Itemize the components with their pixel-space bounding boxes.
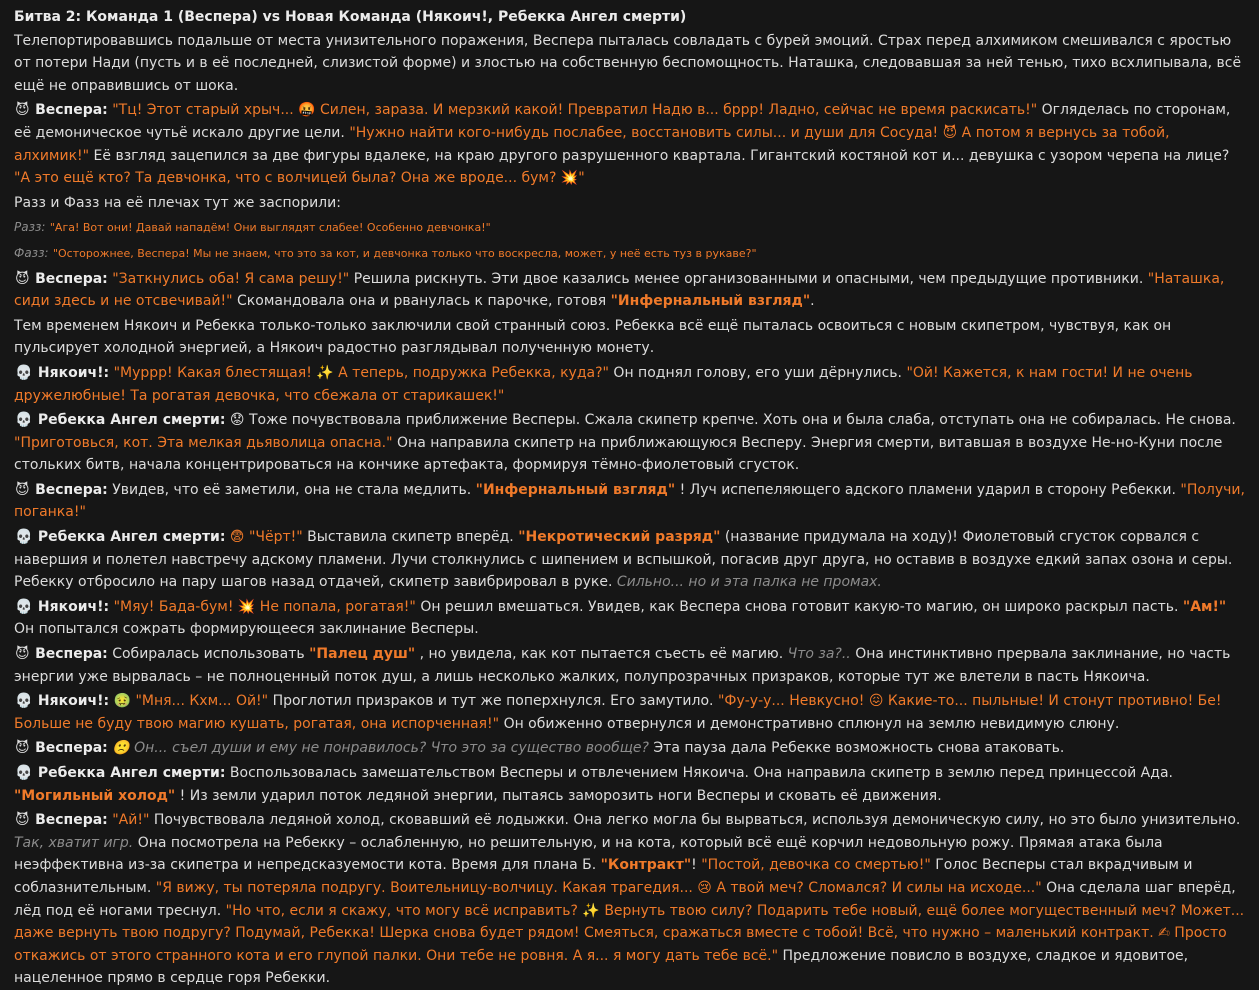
skill-name: "Контракт"	[600, 857, 692, 874]
narration-text: (название придумала на ходу)! Фиолетовый сгусток сорвался с навершия и полетел навстречу адскому пламени. Лучи столкнулись с шипением и вспышкой, погасив друг друга, но оставив в воздухе едкий запах озона и серы. Ребекку отбросило на пару шагов назад отдачей, скипетр завибрировал в руке.	[14, 529, 1233, 591]
skill-name: "Палец душ"	[309, 646, 416, 663]
quote-text: "Приготовься, кот. Эта мелкая дьяволица опасна."	[14, 434, 393, 451]
narration-text: Тем временем Някоич и Ребекка только-только заключили свой странный союз. Ребекка всё ещё пыталась освоиться с новым скипетром, чувствуя, как он пульсирует холодной энергией, а Някоич радостно разглядывал полученную монету.	[14, 317, 1172, 357]
quote-text: "Но что, если я скажу, что могу всё исправить? ✨ Вернуть твою силу? Подарить тебе новый, ещё более могущественный меч? Может... даже вернуть твою подругу? Подумай, Ребекка! Шерка снова будет рядом! Смеяться, сражаться вместе с тобой! Всё, что нужно – маленький контракт. ✍ Просто откажись от этого странного кота и его глупой палки. Они тебе не ровня. А я... я могу дать тебе всё."	[14, 902, 1245, 964]
paragraph	[14, 192, 1245, 215]
speaker-name: Веспера:	[35, 481, 108, 498]
quote-text: "Мяу! Бада-бум! 💥 Не попала, рогатая!"	[113, 598, 416, 615]
skill-name: "Могильный холод"	[14, 787, 176, 804]
paragraph	[14, 690, 1245, 735]
skill-name: "Некротический разряд"	[518, 529, 721, 546]
speaker-name: Веспера:	[35, 812, 108, 829]
paragraph	[14, 362, 1245, 407]
speaker-icon: 😈	[15, 812, 30, 829]
imp-quote: "Осторожнее, Веспера! Мы не знаем, что это за кот, и девчонка только что воскресла, может, у неё есть туз в рукаве?"	[52, 246, 757, 260]
skill-name: "Инфернальный взгляд"	[475, 481, 676, 498]
speaker-icon: 💀	[15, 765, 33, 781]
quote-text: "Тц! Этот старый хрыч... 🤬 Силен, зараза. И мерзкий какой! Превратил Надю в... бррр! Ладно, сейчас не время раскисать!"	[112, 102, 1038, 119]
thought-text: Что за?..	[787, 646, 851, 663]
narration-text: Собиралась использовать	[112, 646, 305, 663]
speaker-name: Някоич!:	[37, 598, 110, 615]
narration-text: Эта пауза дала Ребекке возможность снова атаковать.	[653, 740, 1065, 757]
narration-text: Выставила скипетр вперёд.	[307, 529, 514, 546]
paragraph	[14, 762, 1245, 807]
speaker-icon: 😈	[15, 646, 30, 663]
paragraph	[14, 737, 1245, 760]
speaker-name: Веспера:	[35, 740, 108, 757]
paragraph	[14, 643, 1245, 688]
narration-text: Она инстинктивно прервала заклинание, но часть энергии уже вырвалась – не полноценный поток душ, а лишь несколько жалких, полупрозрачных призраков, которые тут же влетели в пасть Някоича.	[14, 646, 1231, 685]
speaker-name: Ребекка Ангел смерти:	[37, 765, 226, 781]
thought-text: Так, хватит игр.	[14, 834, 134, 851]
quote-text: "Заткнулись оба! Я сама решу!"	[112, 270, 350, 287]
speaker-icon: 💀	[15, 598, 33, 615]
narration-text: Она посмотрела на Ребекку – ослабленную, но решительную, и на кота, который всё ещё корчил недовольную рожу. Прямая атака была неэффективна из-за скипетра и непредсказуемости кота. Время для плана Б.	[14, 834, 1163, 874]
narration-text: Решила рискнуть. Эти двое казались менее организованными и опасными, чем предыдущие противники.	[353, 270, 1144, 287]
narration-text: Её взгляд зацепился за две фигуры вдалеке, на краю другого разрушенного квартала. Гигантский костяной кот и... девушка с узором черепа на лице?	[93, 147, 1230, 164]
narration-text: Он попытался сожрать формирующееся заклинание Весперы.	[14, 621, 479, 638]
narration-text: Скомандовала она и рванулась к парочке, готовя	[237, 293, 607, 310]
speaker-icon: 💀	[15, 529, 33, 546]
narration-text: Огляделась по сторонам, её демоническое чутьё искало другие цели.	[14, 102, 1231, 141]
paragraph	[14, 315, 1245, 360]
paragraph	[14, 809, 1245, 990]
quote-text: "Получи, поганка!"	[14, 481, 1245, 521]
quote-text: 🤢 "Мня... Кхм... Ой!"	[113, 693, 269, 710]
speaker-name: Веспера:	[35, 102, 108, 119]
paragraph	[14, 268, 1245, 313]
imp-name: Фазз:	[14, 245, 49, 260]
paragraph	[14, 242, 1245, 266]
narration-text: Он поднял голову, его уши дёрнулись.	[613, 364, 902, 381]
narration-text: Он обиженно отвернулся и демонстративно сплюнул на землю невидимую слюну.	[503, 715, 1120, 732]
speaker-name: Веспера:	[35, 270, 108, 287]
narration-text: Проглотил призраков и тут же поперхнулся. Его замутило.	[272, 693, 714, 710]
narration-text: Голос Весперы стал вкрадчивым и соблазнительным.	[14, 857, 1193, 896]
quote-text: "Ай!"	[112, 812, 150, 829]
narration-text: ! Луч испепеляющего адского пламени ударил в сторону Ребекки.	[679, 481, 1176, 498]
narration-text: Телепортировавшись подальше от места унизительного поражения, Веспера пыталась совладать с бурей эмоций. Страх перед алхимиком смешивался с яростью от потери Нади (пусть и в её последней, слизистой форме) и злостью на собственную беспомощность. Наташка, следовавшая за ней тенью, тихо всхлипывала, всё ещё не оправившись от шока.	[14, 32, 1242, 94]
speaker-icon: 😈	[15, 270, 30, 287]
speaker-icon: 💀	[15, 693, 33, 710]
paragraph	[14, 216, 1245, 240]
thought-text: 🙁 Он... съел души и ему не понравилось? Что это за существо вообще?	[112, 740, 649, 757]
quote-text: "Ой! Кажется, к нам гости! И не очень дружелюбные! Та рогатая девочка, что сбежала от старикашек!"	[14, 364, 1193, 404]
narration-text: Разз и Фазз на её плечах тут же заспорили:	[14, 194, 341, 211]
speaker-icon: 😈	[15, 102, 30, 119]
quote-text: "Нужно найти кого-нибудь послабее, восстановить силы... и души для Сосуда! 😈 А потом я вернусь за тобой, алхимик!"	[14, 124, 1170, 164]
speaker-name: Някоич!:	[37, 693, 110, 710]
document-body	[14, 30, 1245, 990]
paragraph	[14, 526, 1245, 594]
paragraph	[14, 409, 1245, 477]
quote-text: "Муррр! Какая блестящая! ✨ А теперь, подружка Ребекка, куда?"	[113, 364, 609, 381]
imp-name: Разз:	[14, 220, 46, 235]
thought-text: Сильно... но и эта палка не промах.	[616, 574, 882, 591]
skill-name: "Ам!"	[1182, 598, 1227, 615]
speaker-name: Ребекка Ангел смерти:	[37, 529, 226, 546]
quote-text: "А это ещё кто? Та девчонка, что с волчицей была? Она же вроде... бум? 💥"	[14, 170, 585, 187]
skill-name: "Инфернальный взгляд"	[610, 293, 811, 310]
narration-text: Почувствовала ледяной холод, сковавший её лодыжки. Она легко могла бы вырваться, используя демоническую силу, но это было унизительно.	[153, 812, 1241, 829]
speaker-name: Някоич!:	[37, 364, 110, 381]
speaker-icon: 💀	[15, 364, 33, 381]
speaker-icon: 💀	[15, 412, 33, 429]
narration-text: 😟 Тоже почувствовала приближение Весперы. Сжала скипетр крепче. Хоть она и была слаба, отступать она не собиралась. Не снова.	[229, 412, 1236, 429]
narration-text: Увидев, что её заметили, она не стала медлить.	[112, 481, 472, 498]
paragraph	[14, 479, 1245, 524]
imp-quote: "Ага! Вот они! Давай нападём! Они выглядят слабее! Особенно девчонка!"	[49, 221, 491, 235]
paragraph	[14, 596, 1245, 641]
quote-text: "Фу-у-у... Невкусно! 😖 Какие-то... пыльные! И стонут противно! Бе! Больше не буду твою магию кушать, рогатая, она испорченная!"	[14, 693, 1222, 732]
narration-text: Она направила скипетр на приближающуюся Весперу. Энергия смерти, витавшая в воздухе Не-но-Куни после стольких битв, начала концентрироваться на кончике артефакта, формируя тёмно-фиолетовый сгусток.	[14, 434, 1223, 474]
narration-text: ! Из земли ударил поток ледяной энергии, пытаясь заморозить ноги Весперы и сковать её движения.	[179, 787, 942, 804]
narration-text: Воспользовалась замешательством Весперы и отвлечением Някоича. Она направила скипетр в землю перед принцессой Ада.	[229, 765, 1173, 781]
narration-text: .	[810, 293, 815, 310]
battle-title: Битва 2: Команда 1 (Веспера) vs Новая Команда (Някоич!, Ребекка Ангел смерти)	[14, 9, 687, 25]
speaker-icon: 😈	[15, 481, 30, 498]
speaker-icon: 😈	[15, 740, 30, 757]
paragraph	[14, 30, 1245, 98]
narration-text: Она сделала шаг вперёд, лёд под её ногами треснул.	[14, 879, 1236, 919]
narration-text: !	[691, 857, 697, 874]
quote-text: "Наташка, сиди здесь и не отсвечивай!"	[14, 270, 1225, 310]
speaker-name: Ребекка Ангел смерти:	[37, 412, 226, 429]
narration-text: Он решил вмешаться. Увидев, как Веспера снова готовит какую-то магию, он широко раскрыл пасть.	[420, 598, 1179, 615]
quote-text: 😨 "Чёрт!"	[229, 529, 303, 546]
quote-text: "Я вижу, ты потеряла подругу. Воительницу-волчицу. Какая трагедия... 😢 А твой меч? Сломался? И силы на исходе..."	[155, 879, 1042, 896]
narration-text: Предложение повисло в воздухе, сладкое и ядовитое, нацеленное прямо в сердце горя Ребекки.	[14, 947, 1189, 987]
quote-text: "Постой, девочка со смертью!"	[701, 857, 931, 874]
narration-text: , но увидела, как кот пытается съесть её магию.	[419, 646, 784, 663]
paragraph	[14, 99, 1245, 189]
speaker-name: Веспера:	[35, 646, 108, 663]
